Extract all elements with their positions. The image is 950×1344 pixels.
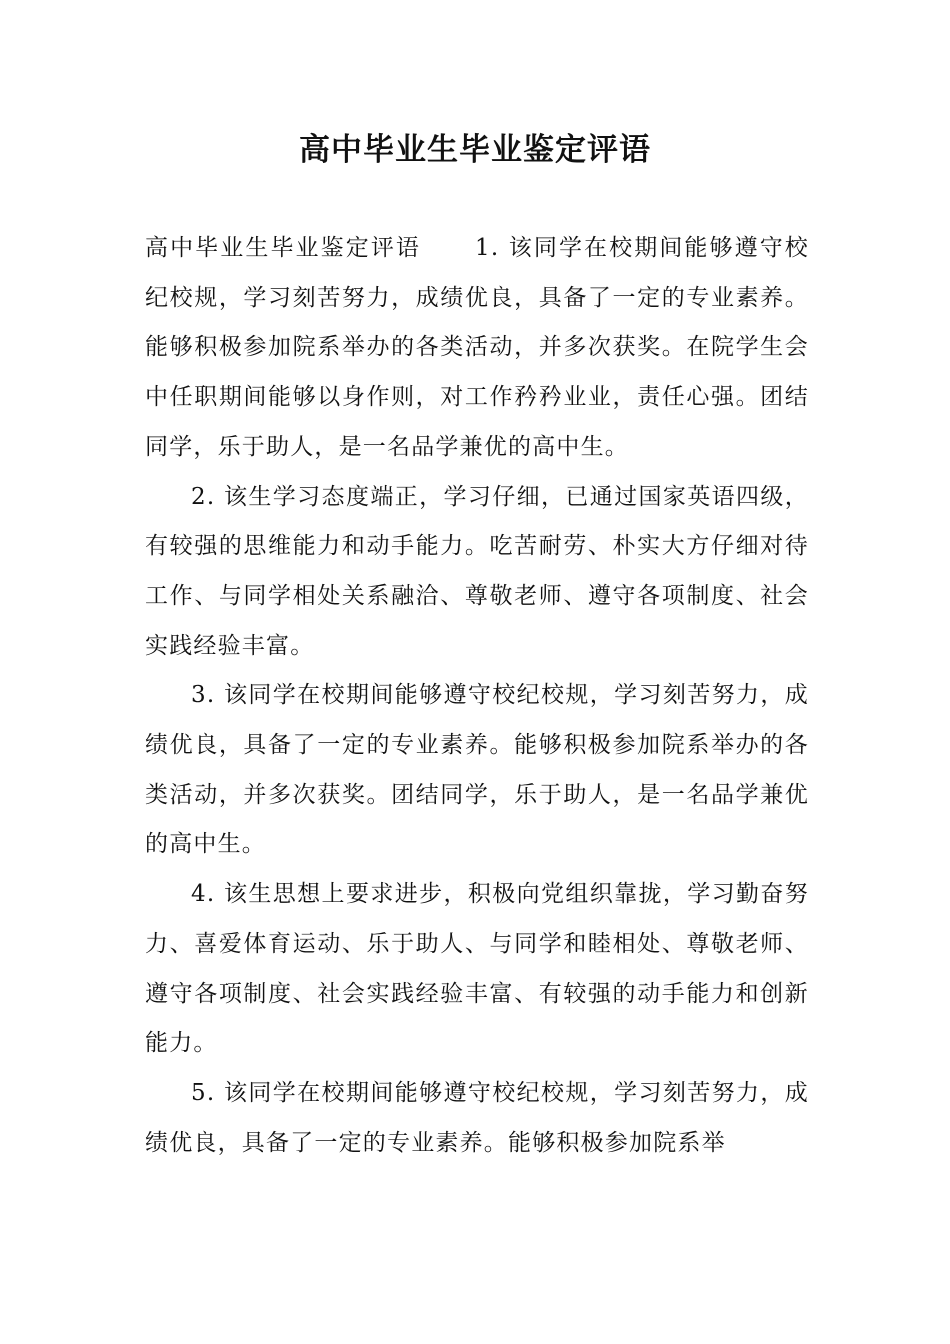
document-body <box>145 224 809 1168</box>
paragraph-1-text: 1. 该同学在校期间能够遵守校纪校规，学习刻苦努力，成绩优良，具备了一定的专业素养。能够积极参加院系举办的各类活动，并多次获奖。在院学生会中任职期间能够以身作则，对工作矜矜业业，责任心强。团结同学，乐于助人，是一名品学兼优的高中生。 <box>145 235 809 460</box>
document-title: 高中毕业生毕业鉴定评语 <box>299 132 651 168</box>
paragraph-1 <box>145 224 809 473</box>
paragraph-4: 4. 该生思想上要求进步，积极向党组织靠拢，学习勤奋努力、喜爱体育运动、乐于助人、与同学和睦相处、尊敬老师、遵守各项制度、社会实践经验丰富、有较强的动手能力和创新能力。 <box>145 881 809 1057</box>
lead-title: 高中毕业生毕业鉴定评语 <box>145 235 422 261</box>
paragraph-2: 2. 该生学习态度端正，学习仔细，已通过国家英语四级，有较强的思维能力和动手能力。吃苦耐劳、朴实大方仔细对待工作、与同学相处关系融洽、尊敬老师、遵守各项制度、社会实践经验丰富。 <box>145 483 809 659</box>
paragraph-5: 5. 该同学在校期间能够遵守校纪校规，学习刻苦努力，成绩优良，具备了一定的专业素养。能够积极参加院系举 <box>145 1079 809 1156</box>
paragraph-3: 3. 该同学在校期间能够遵守校纪校规，学习刻苦努力，成绩优良，具备了一定的专业素养。能够积极参加院系举办的各类活动，并多次获奖。团结同学，乐于助人，是一名品学兼优的高中生。 <box>145 682 809 858</box>
